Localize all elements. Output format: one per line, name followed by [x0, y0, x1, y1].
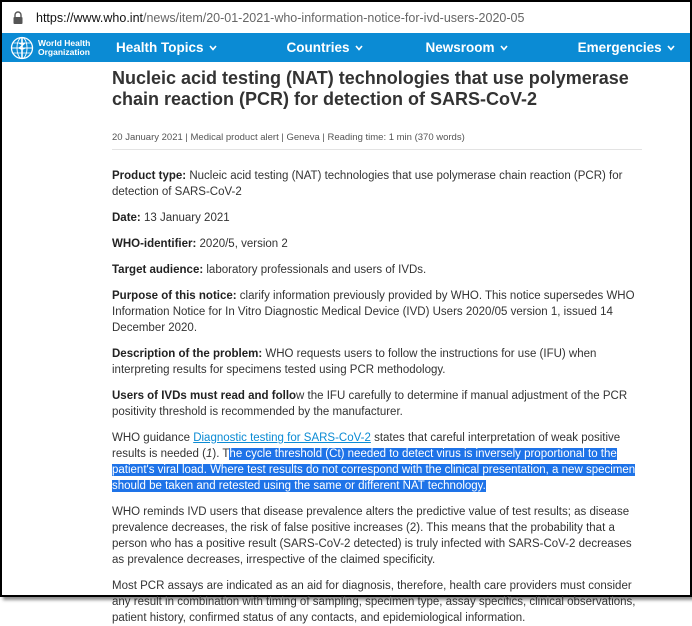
product-type-paragraph [112, 168, 642, 200]
audience-text: laboratory professionals and users of IVDs. [203, 264, 427, 276]
nav-emergencies[interactable] [578, 40, 675, 55]
guidance-mid: states that careful interpretation of weak positive results is needed ( [112, 432, 621, 460]
users-paragraph [112, 388, 642, 420]
lock-icon[interactable] [12, 11, 24, 25]
logo-wordmark [38, 39, 90, 57]
page-title: Nucleic acid testing (NAT) technologies that use polymerase chain reaction (PCR) for detection of SARS-CoV-2 [112, 68, 629, 109]
diagnostic-testing-link[interactable]: Diagnostic testing for SARS-CoV-2 [193, 432, 371, 444]
chevron-down-icon [667, 45, 675, 51]
nav-label: Countries [286, 40, 350, 55]
article [112, 64, 642, 626]
identifier-text: 2020/5, version 2 [196, 238, 288, 250]
date-paragraph [112, 210, 642, 226]
guidance-post: ). T [212, 448, 230, 460]
identifier-paragraph [112, 236, 642, 252]
problem-paragraph [112, 346, 642, 378]
nav-label: Health Topics [116, 40, 204, 55]
nav-newsroom[interactable] [426, 40, 508, 55]
chevron-down-icon [209, 45, 217, 51]
audience-label: Target audience: [112, 264, 204, 276]
guidance-paragraph [112, 430, 642, 494]
problem-text: WHO requests users to follow the instructions for use (IFU) when interpreting results for specimens tested using PCR methodology. [112, 348, 597, 376]
problem-label: Description of the problem: [112, 348, 263, 360]
chevron-down-icon [500, 45, 508, 51]
who-logo[interactable] [2, 36, 112, 60]
prevalence-paragraph: WHO reminds IVD users that disease prevalence alters the predictive value of test results; as disease prevalence decreases, the risk of false positive increases (2). This means that the probability that a person who has a positive result (SARS-CoV-2 detected) is truly infected with SARS-CoV-2 decreases as prevalence decreases, irrespective of the claimed specificity. [112, 506, 632, 566]
product-type-label: Product type: [112, 170, 187, 182]
date-label: Date: [112, 212, 141, 224]
users-text: w the IFU carefully to determine if manual adjustment of the PCR positivity threshold is recommended by the manufacturer. [112, 390, 628, 418]
address-bar[interactable] [2, 2, 690, 33]
product-type-text: Nucleic acid testing (NAT) technologies that use polymerase chain reaction (PCR) for detection of SARS-CoV-2 [112, 170, 623, 198]
nav-label: Emergencies [577, 40, 662, 55]
chevron-down-icon [355, 45, 363, 51]
purpose-label: Purpose of this notice: [112, 290, 237, 302]
who-emblem-icon [10, 36, 34, 60]
nav-countries[interactable] [287, 40, 363, 55]
selected-text-highlight[interactable]: he cycle threshold (Ct) needed to detect virus is inversely proportional to the patient's viral load. Where test results do not correspond with the clinical presentation, a new specimen should be taken and retested using the same or different NAT technology. [112, 448, 636, 492]
guidance-pre: WHO guidance [112, 432, 194, 444]
logo-line-2: Organization [38, 46, 90, 57]
url-path[interactable]: /news/item/20-01-2021-who-information-notice-for-ivd-users-2020-05 [143, 10, 525, 25]
purpose-paragraph [112, 288, 642, 336]
purpose-text: clarify information previously provided by WHO. This notice supersedes WHO Information Notice for In Vitro Diagnostic Medical Device (IVD) Users 2020/05 version 1, issued 14 December 2020. [112, 290, 635, 334]
article-meta: 20 January 2021 | Medical product alert | Geneva | Reading time: 1 min (370 words) [112, 132, 642, 150]
reference-1[interactable]: 1 [205, 448, 213, 460]
date-text: 13 January 2021 [140, 212, 230, 224]
users-label: Users of IVDs must read and follo [112, 390, 297, 402]
url-host[interactable]: https://www.who.int [36, 10, 143, 25]
audience-paragraph [112, 262, 642, 278]
logo-line-1: World Health [38, 37, 91, 48]
pcr-paragraph: Most PCR assays are indicated as an aid for diagnosis, therefore, health care providers must consider any result in combination with timing of sampling, specimen type, assay specifics, clinical observations, patient history, confirmed status of any contacts, and epidemiological information. [112, 580, 636, 624]
identifier-label: WHO-identifier: [112, 238, 197, 250]
nav-health-topics[interactable] [116, 40, 217, 55]
nav-label: Newsroom [425, 40, 495, 55]
main-nav [2, 33, 690, 62]
